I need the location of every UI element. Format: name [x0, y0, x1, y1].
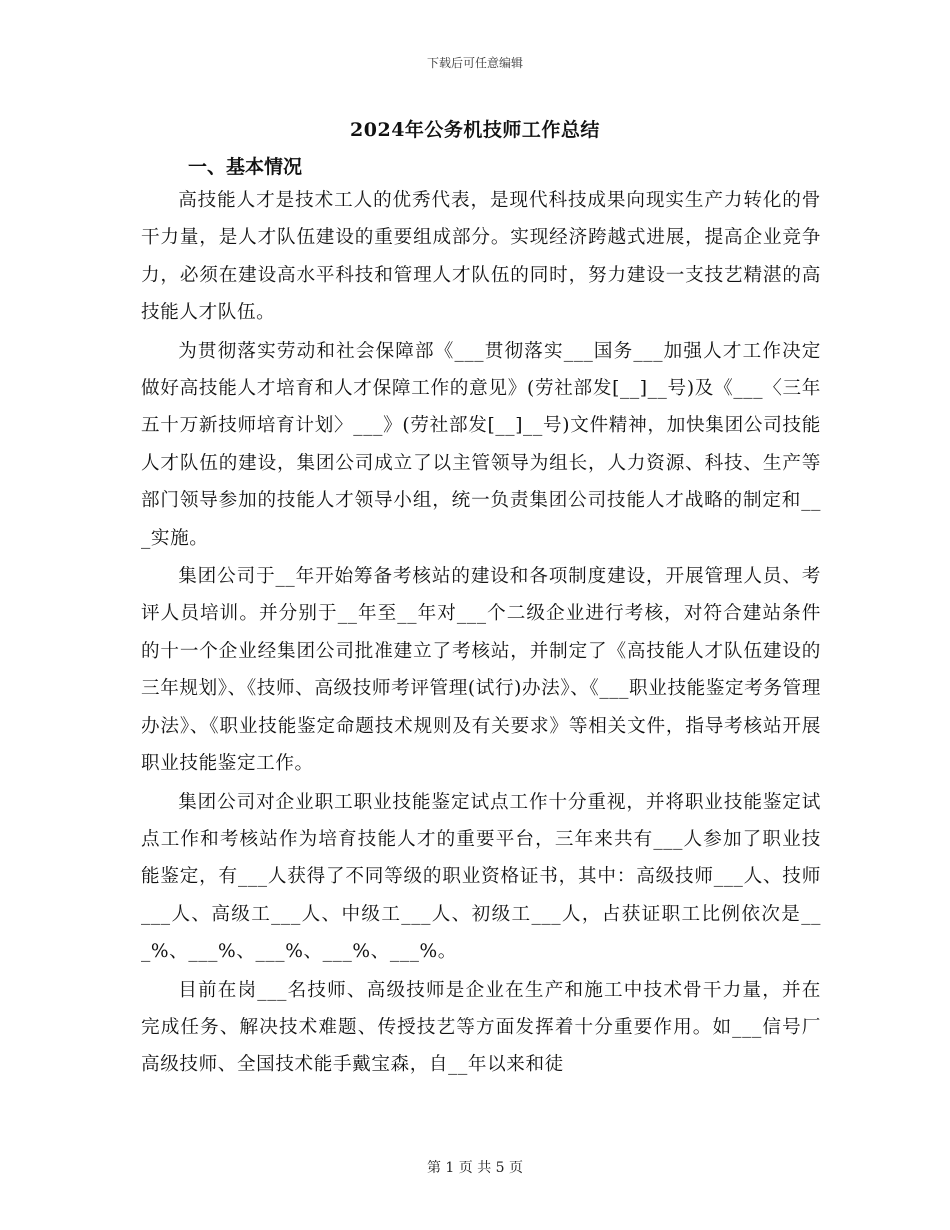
section-heading: 一、基本情况 [188, 156, 303, 178]
page-number-footer: 第 1 页 共 5 页 [426, 1160, 524, 1176]
paragraph-1: 高技能人才是技术工人的优秀代表，是现代科技成果向现实生产力转化的骨干力量，是人才队伍建设的重要组成部分。实现经济跨越式进展，提高企业竞争力，必须在建设高水平科技和管理人才队伍的同时，努力建设一支技艺精湛的高技能人才队伍。 [141, 190, 821, 324]
paragraph-4: 集团公司对企业职工职业技能鉴定试点工作十分重视，并将职业技能鉴定试点工作和考核站作为培育技能人才的重要平台，三年来共有___人参加了职业技能鉴定，有___人获得了不同等级的职业资格证书，其中：高级技师___人、技师___人、高级工___人、中级工___人、初级工___人，占获证职工比例依次是___%、___%、___%、___%、___%。 [141, 791, 821, 963]
paragraph-3: 集团公司于__年开始筹备考核站的建设和各项制度建设，开展管理人员、考评人员培训。并分别于__年至__年对___个二级企业进行考核，对符合建站条件的十一个企业经集团公司批准建立了考核站，并制定了《高技能人才队伍建设的三年规划》、《技师、高级技师考评管理(试行)办法》、《___职业技能鉴定考务管理办法》、《职业技能鉴定命题技术规则及有关要求》等相关文件，指导考核站开展职业技能鉴定工作。 [141, 566, 821, 775]
document-title: 2024年公务机技师工作总结 [350, 119, 600, 141]
paragraph-5: 目前在岗___名技师、高级技师是企业在生产和施工中技术骨干力量，并在完成任务、解决技术难题、传授技艺等方面发挥着十分重要作用。如___信号厂高级技师、全国技术能手戴宝森，自__年以来和徒 [141, 979, 821, 1076]
document-body [141, 182, 821, 1085]
paragraph-2: 为贯彻落实劳动和社会保障部《___贯彻落实___国务___加强人才工作决定做好高技能人才培育和人才保障工作的意见》(劳社部发[__]__号)及《___〈三年五十万新技师培育计划〉___》(劳社部发[__]__号)文件精神，加快集团公司技能人才队伍的建设，集团公司成立了以主管领导为组长，人力资源、科技、生产等部门领导参加的技能人才领导小组，统一负责集团公司技能人才战略的制定和___实施。 [141, 340, 821, 549]
page-header-note: 下载后可任意编辑 [426, 56, 523, 70]
